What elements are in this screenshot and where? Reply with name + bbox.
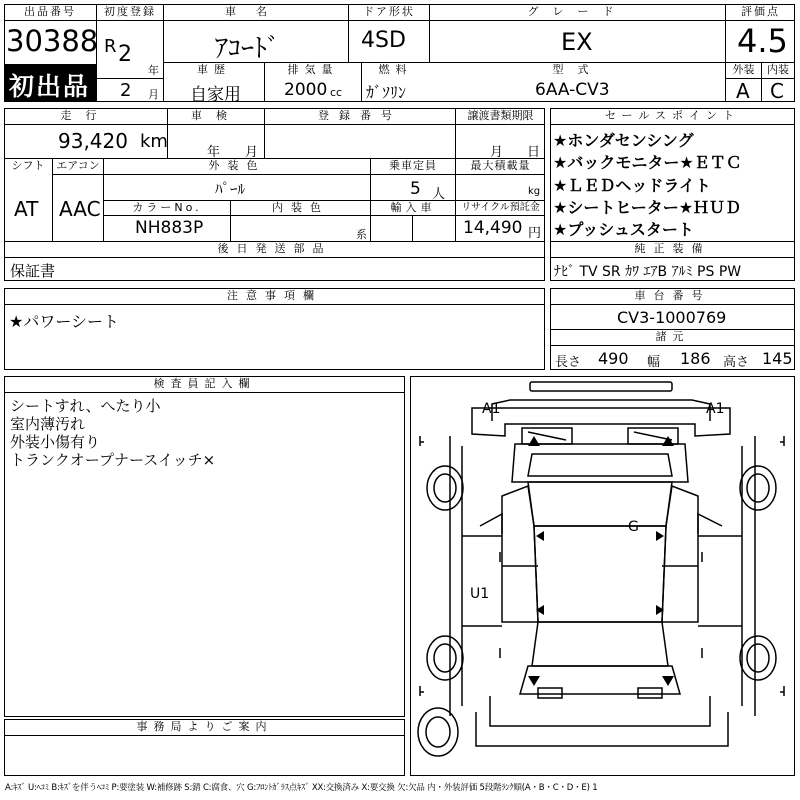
ac-label: エアコン (56, 159, 100, 172)
notes-value: ★パワーシート (9, 312, 120, 331)
inspection-label: 車検 (191, 109, 241, 122)
mileage-value: 93,420 (58, 129, 128, 153)
mileage-unit: km (140, 131, 168, 152)
sales-points-label: セールスポイント (604, 109, 740, 122)
chassis-label: 車台番号 (634, 289, 711, 302)
notes-label: 注意事項欄 (227, 289, 322, 302)
ac-value: AAC (59, 197, 101, 221)
color-no-value: NH883P (135, 218, 204, 238)
color-no-label: カラーNo. (132, 201, 202, 214)
car-name-label: 車名 (225, 5, 287, 18)
shift-value: AT (14, 197, 39, 221)
sales-point-item: ★ホンダセンシング (553, 131, 694, 150)
sales-point-item: ★プッシュスタート (553, 220, 694, 239)
history-value: 自家用 (190, 85, 241, 105)
transfer-day-unit: 日 (527, 145, 541, 160)
first-reg-label: 初度登録 (104, 5, 156, 18)
dims-label: 諸元 (655, 330, 690, 343)
inspector-line: 室内薄汚れ (10, 415, 86, 433)
sales-point-item: ★ＬＥＤヘッドライト (553, 176, 711, 195)
int-color-label: 内装色 (272, 201, 329, 214)
inspector-line: 外装小傷有り (10, 433, 101, 451)
interior-label: 内装 (767, 63, 789, 76)
lot-number: 30388 (6, 24, 99, 58)
later-parts-value: 保証書 (10, 262, 56, 280)
month-unit: 月 (148, 88, 159, 101)
sales-point-item: ★バックモニター★ＥＴＣ (553, 153, 742, 172)
lot-label: 出品番号 (24, 5, 76, 18)
first-listing-label: 初出品 (9, 72, 91, 101)
reg-month: 2 (120, 80, 132, 101)
int-color-unit: 系 (356, 228, 367, 241)
equipment-label: 純正装備 (634, 242, 711, 255)
interior-grade: C (770, 79, 784, 103)
load-unit: kg (528, 186, 541, 197)
grade-value: EX (561, 28, 593, 56)
displacement-unit: cc (330, 86, 343, 99)
chassis-value: CV3-1000769 (617, 308, 727, 327)
damage-mark: G (628, 519, 639, 535)
office-label: 事務局よりご案内 (136, 720, 273, 733)
height-label: 高さ (723, 355, 750, 370)
door-type: 4SD (361, 28, 406, 53)
ext-color-label: 外装色 (208, 159, 266, 172)
door-label: ドア形状 (363, 5, 415, 18)
score-label: 評価点 (741, 5, 780, 18)
inspector-label: 検査員記入欄 (153, 377, 256, 390)
damage-mark: A1 (706, 401, 725, 417)
displacement-label: 排気量 (287, 63, 339, 76)
history-label: 車歴 (197, 63, 231, 76)
model-label: 型式 (552, 63, 603, 76)
damage-mark: A1 (482, 401, 501, 417)
recycle-unit: 円 (528, 226, 542, 241)
era-label: R (104, 36, 117, 57)
load-label: 最大積載量 (470, 159, 531, 172)
legend-text: A:ｷｽﾞ U:ﾍｺﾐ B:ｷｽﾞを伴うﾍｺﾐ P:要塗装 W:補修跡 S:錆 C:腐食、穴 G:ﾌﾛﾝﾄｶﾞﾗｽ点ｷｽﾞ XX:交換済み X:要交換 欠:欠品 内・外装評価 5段階ﾗﾝｸ順(A・B・C・D・E) 1 (5, 783, 598, 793)
fuel-value: ｶﾞｿﾘﾝ (366, 83, 407, 102)
fuel-label: 燃料 (378, 63, 413, 76)
reg-number-label: 登録番号 (318, 109, 402, 122)
later-parts-label: 後日発送部品 (217, 242, 332, 255)
import-label: 輸入車 (390, 201, 436, 214)
exterior-grade: A (736, 79, 750, 103)
capacity-unit: 人 (432, 187, 446, 202)
damage-mark: U1 (470, 586, 490, 602)
recycle-label: リサイクル預託金 (461, 202, 540, 213)
displacement-value: 2000 (284, 80, 328, 100)
score-value: 4.5 (737, 22, 788, 60)
grade-label: グレード (527, 5, 628, 18)
capacity-label: 乗車定員 (389, 159, 437, 172)
ext-color-value: ﾊﾟｰﾙ (215, 180, 246, 198)
transfer-label: 譲渡書類期限 (467, 109, 534, 122)
exterior-label: 外装 (732, 63, 755, 76)
mileage-label: 走行 (60, 109, 111, 122)
inspection-month-unit: 月 (245, 145, 259, 160)
inspector-line: トランクオープナースイッチ× (10, 451, 216, 469)
recycle-value: 14,490 (463, 218, 523, 238)
width-label: 幅 (647, 355, 661, 370)
transfer-month-unit: 月 (490, 145, 504, 160)
car-name: ｱｺｰﾄﾞ (215, 34, 281, 64)
width-value: 186 (680, 349, 711, 368)
equipment-value: ﾅﾋﾞ TV SR ｶﾜ ｴｱB ｱﾙﾐ PS PW (554, 264, 742, 280)
inspector-line: シートすれ、へたり小 (10, 397, 161, 415)
sales-point-item: ★シートヒーター★ＨＵＤ (553, 198, 742, 217)
length-label: 長さ (555, 355, 582, 370)
shift-label: シフト (11, 159, 45, 172)
model-value: 6AA-CV3 (535, 80, 610, 100)
capacity-value: 5 (410, 179, 421, 199)
era-year: 2 (118, 42, 132, 67)
car-diagram (410, 376, 795, 776)
year-unit: 年 (148, 64, 159, 77)
height-value: 145 (762, 349, 793, 368)
length-value: 490 (598, 349, 629, 368)
inspection-year-unit: 年 (207, 145, 221, 160)
